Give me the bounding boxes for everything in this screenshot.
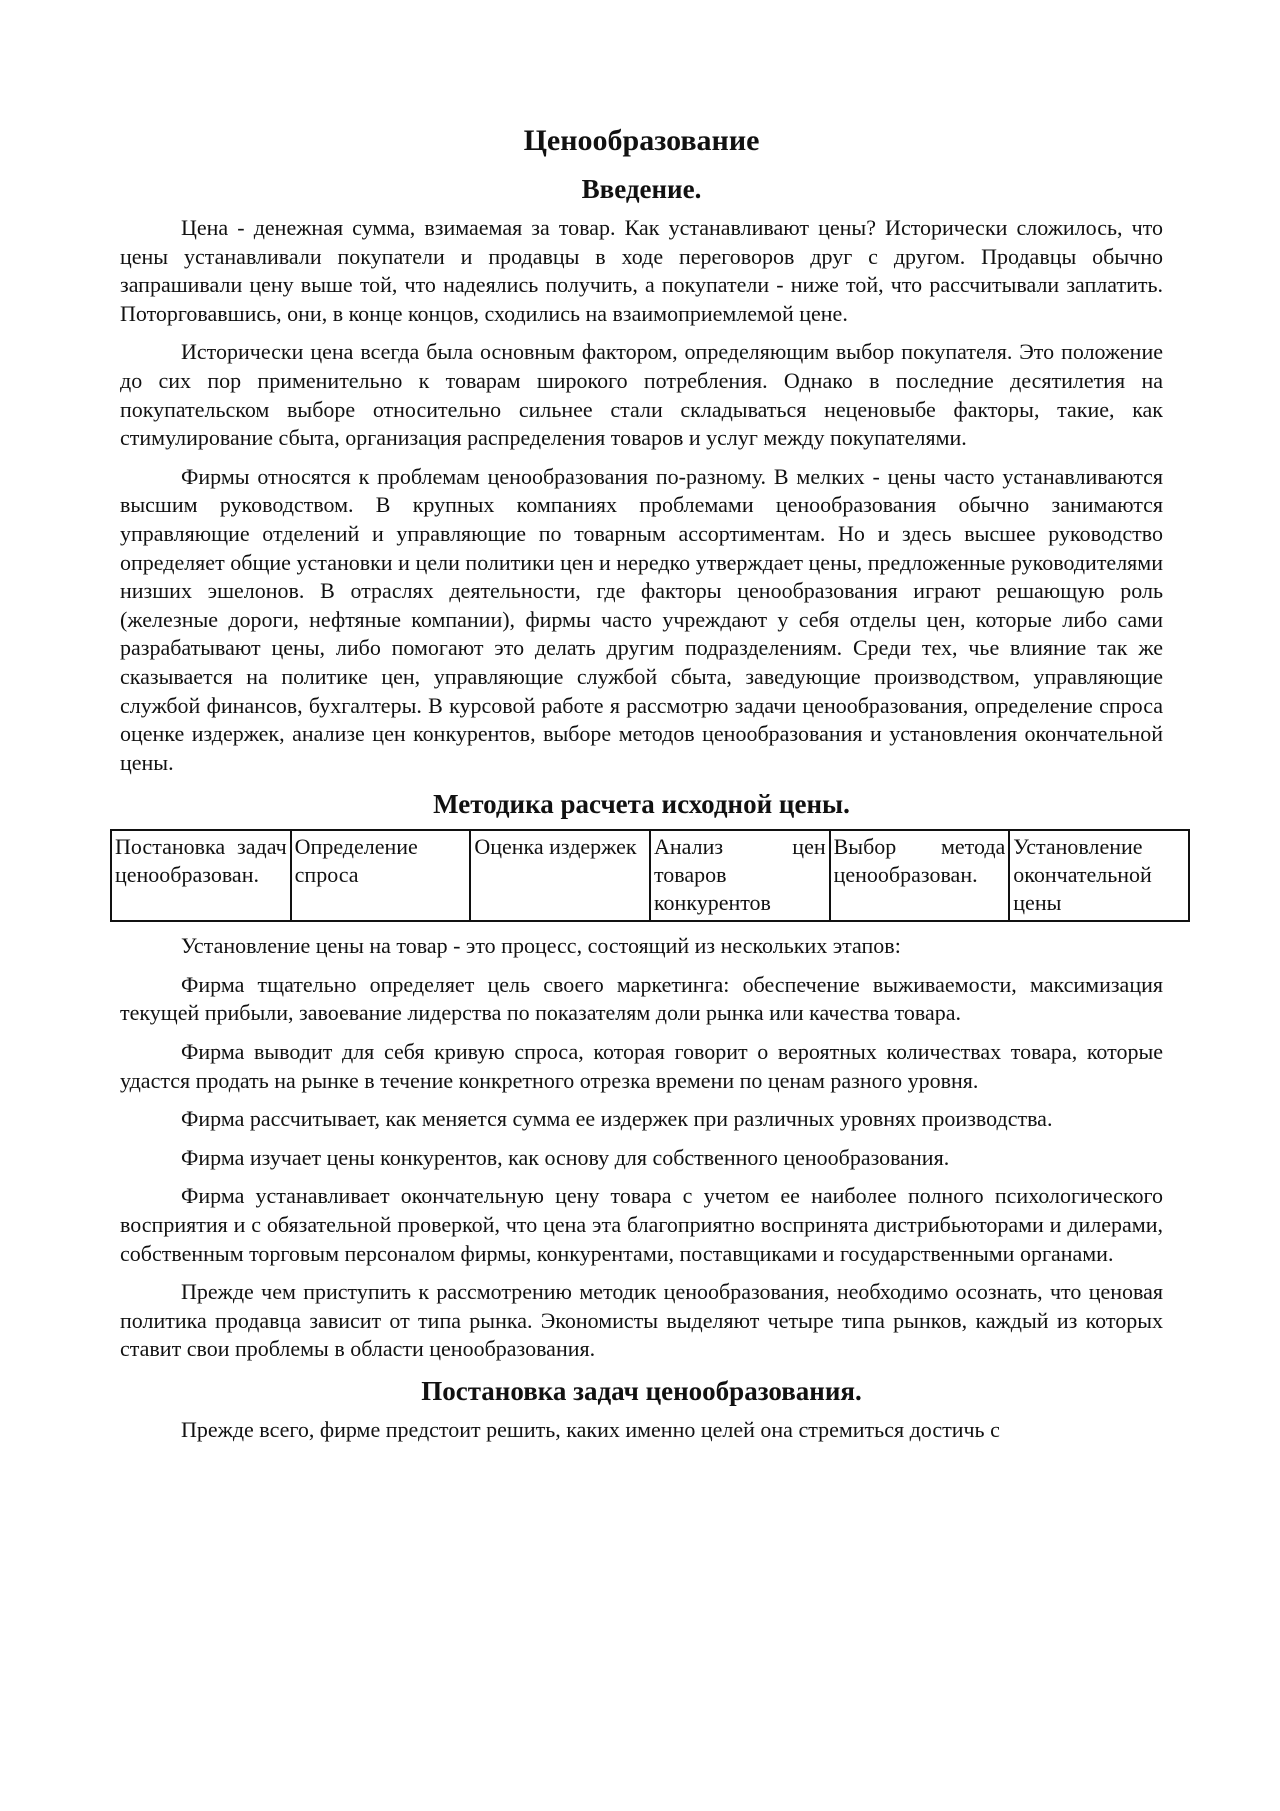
method-paragraph-6: Фирма устанавливает окончательную цену товара с учетом ее наиболее полного психологического восприятия и с обязательной проверкой, что цена эта благоприятно воспринята дистрибьюторами и дилерами, собственным торговым персоналом фирмы, конкурентами, поставщиками и государственными органами. — [120, 1183, 1163, 1266]
method-paragraph-2: Фирма тщательно определяет цель своего маркетинга: обеспечение выживаемости, максимизация текущей прибыли, завоевание лидерства по показателям доли рынка или качества товара. — [120, 971, 1163, 1026]
table-cell-competitor-prices: Анализ цен товаров конкурентов — [650, 830, 830, 921]
method-paragraph-5: Фирма изучает цены конкурентов, как основу для собственного ценообразования. — [181, 1144, 950, 1170]
document-page — [115, 120, 1163, 1455]
method-paragraph-3: Фирма выводит для себя кривую спроса, которая говорит о вероятных количествах товара, которые удастся продать на рынке в течение конкретного отрезка времени по ценам разного уровня. — [120, 1039, 1163, 1093]
table-cell-method-choice: Выбор метода ценообразован. — [830, 830, 1010, 921]
intro-paragraph-1: Цена - денежная сумма, взимаемая за товар. Как устанавливают цены? Исторически сложилось, что цены устанавливали покупатели и продавцы в ходе переговоров друг с другом. Продавцы обычно запрашивали цену выше той, что надеялись получить, а покупатели - ниже той, что рассчитывали заплатить. Поторговавшись, они, в конце концов, сходились на взаимоприемлемой цене. — [120, 215, 1163, 326]
table-cell-final-price: Установление окончательной цены — [1009, 830, 1189, 921]
method-paragraph-4: Фирма рассчитывает, как меняется сумма ее издержек при различных уровнях производства. — [181, 1106, 1053, 1132]
table-cell-task-setting: Постановка задач ценообразован. — [111, 830, 291, 921]
table-cell-demand: Определение спроса — [291, 830, 471, 921]
pricing-steps-table — [110, 829, 1190, 922]
method-paragraph-1: Установление цены на товар - это процесс, состоящий из нескольких этапов: — [181, 933, 901, 959]
document-title: Ценообразование — [523, 124, 760, 157]
intro-paragraph-3: Фирмы относятся к проблемам ценообразования по-разному. В мелких - цены часто устанавливаются высшим руководством. В крупных компаниях проблемами ценообразования обычно занимаются управляющие отделений и управляющие по товарным ассортиментам. Но и здесь высшее руководство определяет общие установки и цели политики цен и нередко утверждает цены, предложенные руководителями низших эшелонов. В отраслях деятельности, где факторы ценообразования играют решающую роль (железные дороги, нефтяные компании), фирмы часто учреждают у себя отделы цен, которые либо сами разрабатывают цены, либо помогают это делать другим подразделениям. Среди тех, чье влияние так же сказывается на политике цен, управляющие службой сбыта, заведующие производством, управляющие службой финансов, бухгалтеры. В курсовой работе я рассмотрю задачи ценообразования, определение спроса оценке издержек, анализе цен конкурентов, выборе методов ценообразования и установления окончательной цены. — [120, 463, 1163, 775]
tasks-heading: Постановка задач ценообразования. — [421, 1376, 862, 1406]
intro-heading: Введение. — [581, 174, 702, 204]
method-paragraph-7: Прежде чем приступить к рассмотрению методик ценообразования, необходимо осознать, что ценовая политика продавца зависит от типа рынка. Экономисты выделяют четыре типа рынков, каждый из которых ставит свои проблемы в области ценообразования. — [120, 1279, 1163, 1362]
table-cell-costs: Оценка издержек — [470, 830, 650, 921]
table-row — [111, 830, 1189, 921]
intro-paragraph-2: Исторически цена всегда была основным фактором, определяющим выбор покупателя. Это положение до сих пор применительно к товарам широкого потребления. Однако в последние десятилетия на покупательском выборе относительно сильнее стали складываться неценовыбе факторы, такие, как стимулирование сбыта, организация распределения товаров и услуг между покупателями. — [120, 339, 1163, 451]
method-heading: Методика расчета исходной цены. — [433, 789, 850, 820]
tasks-paragraph-1: Прежде всего, фирме предстоит решить, каких именно целей она стремиться достичь с — [181, 1417, 1000, 1442]
pricing-steps-table-wrapper — [110, 829, 1190, 922]
